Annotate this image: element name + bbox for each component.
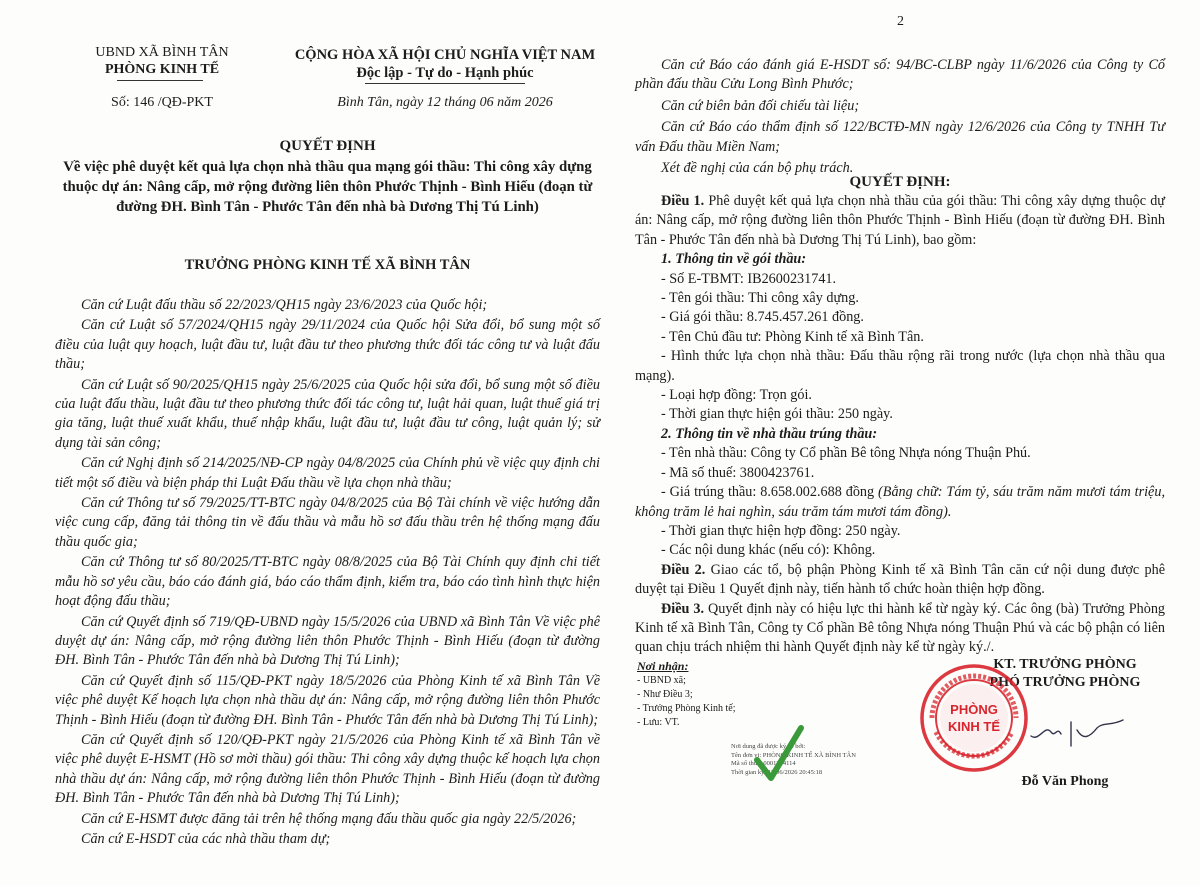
package-info-item: - Thời gian thực hiện gói thầu: 250 ngày. (661, 406, 893, 423)
recipients-title: Nơi nhận: (637, 659, 689, 673)
digital-sig-line: Tên đơn vị: PHÒNG KINH TẾ XÃ BÌNH TÂN (731, 751, 856, 759)
recipient-item: - Như Điều 3; (637, 689, 693, 700)
package-info-item: - Tên Chủ đầu tư: Phòng Kinh tế xã Bình Tân. (661, 328, 924, 345)
legal-basis: Căn cứ biên bản đối chiếu tài liệu; (661, 97, 860, 114)
legal-basis: Căn cứ Báo cáo đánh giá E-HSDT số: 94/BC-CLBP ngày 11/6/2026 của Công ty Cổ phần đấu thầu Cửu Long Bình Phước; (635, 57, 1165, 93)
agency-line1: UBND XÃ BÌNH TÂN (95, 45, 229, 60)
national-motto: Độc lập - Tự do - Hạnh phúc (356, 65, 534, 81)
winning-price-value: - Giá trúng thầu: 8.658.002.688 đồng (661, 484, 879, 501)
decision-title: QUYẾT ĐỊNH (279, 138, 376, 154)
article-1-text: Phê duyệt kết quả lựa chọn nhà thầu của gói thầu: Thi công xây dựng thuộc dự án: Nâng cấp, mở rộng đường liên thôn Phước Thịnh - Bình Hiếu (đoạn từ đường ĐH. Bình Tân - Phước Tân đến nhà bà Dương Thị Tú Linh), bao gồm: (635, 193, 1166, 248)
signer-title-line2: PHÓ TRƯỞNG PHÒNG (989, 675, 1141, 690)
check-mark-icon (753, 722, 805, 784)
signer-name: Đỗ Văn Phong (1021, 774, 1109, 789)
digital-sig-line: Nơi dung đã được ký số bởi: (731, 743, 806, 750)
legal-basis: Căn cứ E-HSDT của các nhà thầu tham dự; (81, 830, 331, 847)
place-date: Bình Tân, ngày 12 tháng 06 năm 2026 (337, 95, 553, 110)
section-1-title: 1. Thông tin về gói thầu: (661, 251, 807, 268)
section-2-title: 2. Thông tin về nhà thầu trúng thầu: (661, 425, 878, 442)
legal-basis: Căn cứ Quyết định số 120/QĐ-PKT ngày 21/5/2026 của Phòng Kinh tế xã Bình Tân về việc phê duyệt E-HSMT (Hồ sơ mời thầu) gói thầu: Thi công xây dựng thuộc kế hoạch lựa chọn nhà thầu dự án: Nâng cấp, mở rộng đường liên thôn Phước Thịnh - Bình Hiếu (đoạn từ đường ĐH. Bình Tân - Phước Tân đến nhà bà Dương Thị Tú Linh); (55, 731, 600, 807)
motto-underline (365, 83, 525, 84)
agency-name (67, 44, 257, 78)
article-1 (635, 192, 1165, 250)
legal-basis: Căn cứ Nghị định số 214/2025/NĐ-CP ngày 04/8/2025 của Chính phủ về việc quy định chi tiết một số điều và biện pháp thi Luật Đấu thầu về lựa chọn nhà thầu; (55, 455, 600, 491)
winning-price (635, 483, 1165, 522)
legal-basis: Căn cứ E-HSMT được đăng tải trên hệ thống mạng đấu thầu quốc gia ngày 22/5/2026; (81, 810, 577, 827)
decision-subject: Về việc phê duyệt kết quả lựa chọn nhà thầu qua mạng gói thầu: Thi công xây dựng thuộc dự án: Nâng cấp, mở rộng đường liên thôn Phước Thịnh - Bình Hiếu (đoạn từ đường ĐH. Bình Tân - Phước Tân đến nhà bà Dương Thị Tú Linh) (62, 159, 593, 215)
article-2 (635, 561, 1165, 600)
contractor-info-item: - Mã số thuế: 3800423761. (661, 464, 815, 481)
handwritten-signature-icon (1027, 712, 1137, 752)
recipient-item: - Lưu: VT. (637, 717, 680, 728)
recipients-block (637, 658, 817, 730)
package-info-item: - Tên gói thầu: Thi công xây dựng. (661, 290, 859, 307)
article-1-label: Điều 1. (661, 193, 705, 209)
article-2-text: Giao các tổ, bộ phận Phòng Kinh tế xã Bình Tân căn cứ nội dung được phê duyệt tại Điều 1 Quyết định này, tiến hành tổ chức hoàn thiện hợp đồng. (635, 561, 1166, 598)
seal-text-line2: KINH TẾ (948, 719, 1000, 734)
document-number: Số: 146 /QĐ-PKT (111, 95, 213, 110)
recipient-item: - UBND xã; (637, 675, 686, 686)
digital-sig-line: Thời gian ký: 15/06/2026 20:45:18 (731, 768, 823, 776)
recipient-item: - Trưởng Phòng Kinh tế; (637, 703, 736, 714)
legal-bases-list (55, 296, 600, 849)
legal-basis: Căn cứ Báo cáo thẩm định số 122/BCTĐ-MN ngày 12/6/2026 của Công ty TNHH Tư vấn Đấu thầu Miền Nam; (635, 119, 1165, 155)
national-title: CỘNG HÒA XÃ HỘI CHỦ NGHĨA VIỆT NAM (294, 47, 596, 63)
article-2-label: Điều 2. (661, 561, 706, 578)
official-seal-icon (918, 662, 1030, 774)
article-3-text: Quyết định này có hiệu lực thi hành kể từ ngày ký. Các ông (bà) Trưởng Phòng Kinh tế xã Bình Tân, Công ty Cổ phần Bê tông Nhựa nóng Thuận Phú và các bộ phận có liên quan chịu trách nhiệm thi hành Quyết định này kể từ ngày ký./. (635, 600, 1166, 656)
legal-basis: Căn cứ Quyết định số 719/QĐ-UBND ngày 15/5/2026 của UBND xã Bình Tân Về việc phê duyệt dự án: Nâng cấp, mở rộng đường liên thôn Phước Thịnh - Bình Hiếu (đoạn từ đường ĐH. Bình Tân - Phước Tân đến nhà bà Dương Thị Tú Linh); (55, 613, 600, 669)
legal-basis: Căn cứ Thông tư số 79/2025/TT-BTC ngày 04/8/2025 của Bộ Tài chính về việc hướng dẫn việc cung cấp, đăng tải thông tin về đấu thầu và mẫu hồ sơ đấu thầu trên hệ thống mạng đấu thầu quốc gia; (55, 495, 600, 550)
contractor-info-item: - Thời gian thực hiện hợp đồng: 250 ngày. (661, 522, 901, 539)
package-info-item: - Số E-TBMT: IB2600231741. (661, 270, 837, 287)
signer-title-line1: KT. TRƯỞNG PHÒNG (993, 657, 1137, 672)
legal-basis: Căn cứ Thông tư số 80/2025/TT-BTC ngày 08/8/2025 của Bộ Tài Chính quy định chi tiết mẫu hồ sơ yêu cầu, báo cáo đánh giá, báo cáo thẩm định, kiểm tra, báo cáo tình hình thực hiện hoạt động đấu thầu; (55, 554, 600, 610)
decision-body (635, 192, 1165, 658)
legal-basis: Xét đề nghị của cán bộ phụ trách. (661, 160, 854, 177)
additional-bases (635, 56, 1165, 178)
digital-sig-line: Mã số thuế: 0001324114 (731, 760, 796, 767)
agency-underline (117, 80, 203, 81)
seal-text-line1: PHÒNG (950, 702, 998, 717)
agency-line2: PHÒNG KINH TẾ (104, 62, 220, 77)
legal-basis: Căn cứ Luật số 90/2025/QH15 ngày 25/6/2025 của Quốc hội sửa đổi, bổ sung một số điều của luật đấu thầu, luật đầu tư theo phương thức đối tác công tư, luật hải quan, luật thuế giá trị gia tăng, luật thuế xuất khẩu, thuế nhập khẩu, luật đầu tư, luật đầu tư công, luật quản lý; sử dụng tài sản công; (55, 376, 600, 451)
package-info-item: - Hình thức lựa chọn nhà thầu: Đấu thầu rộng rãi trong nước (lựa chọn nhà thầu qua mạng). (635, 348, 1165, 384)
page-number: 2 (897, 14, 904, 29)
article-3 (635, 600, 1165, 658)
legal-basis: Căn cứ Luật đấu thầu số 22/2023/QH15 ngày 23/6/2023 của Quốc hội; (81, 297, 488, 313)
legal-basis: Căn cứ Quyết định số 115/QĐ-PKT ngày 18/5/2026 của Phòng Kinh tế xã Bình Tân Về việc phê duyệt Kế hoạch lựa chọn nhà thầu dự án: Nâng cấp, mở rộng đường liên thôn Phước Thịnh - Bình Hiếu (đoạn từ đường ĐH. Bình Tân - Phước Tân đến nhà bà Dương Thị Tú Linh); (55, 672, 600, 728)
package-info-item: - Giá gói thầu: 8.745.457.261 đồng. (661, 309, 864, 326)
document-header (55, 44, 600, 114)
legal-basis: Căn cứ Luật số 57/2024/QH15 ngày 29/11/2024 của Quốc hội Sửa đổi, bổ sung một số điều của luật quy hoạch, luật đầu tư, luật đầu tư theo phương thức đối tác công tư và luật đấu thầu; (55, 317, 600, 373)
contractor-info-item: - Các nội dung khác (nếu có): Không. (661, 542, 876, 559)
issuing-authority: TRƯỞNG PHÒNG KINH TẾ XÃ BÌNH TÂN (184, 257, 471, 273)
winning-price-words: (Bằng chữ: Tám tỷ, sáu trăm năm mươi tám triệu, không trăm lẻ hai nghìn, sáu trăm tám mươi tám đồng). (635, 484, 1165, 520)
contractor-info-item: - Tên nhà thầu: Công ty Cổ phần Bê tông Nhựa nóng Thuận Phú. (661, 445, 1031, 462)
decision-heading: QUYẾT ĐỊNH: (849, 174, 951, 190)
package-info-item: - Loại hợp đồng: Trọn gói. (661, 387, 812, 404)
article-3-label: Điều 3. (661, 600, 704, 617)
